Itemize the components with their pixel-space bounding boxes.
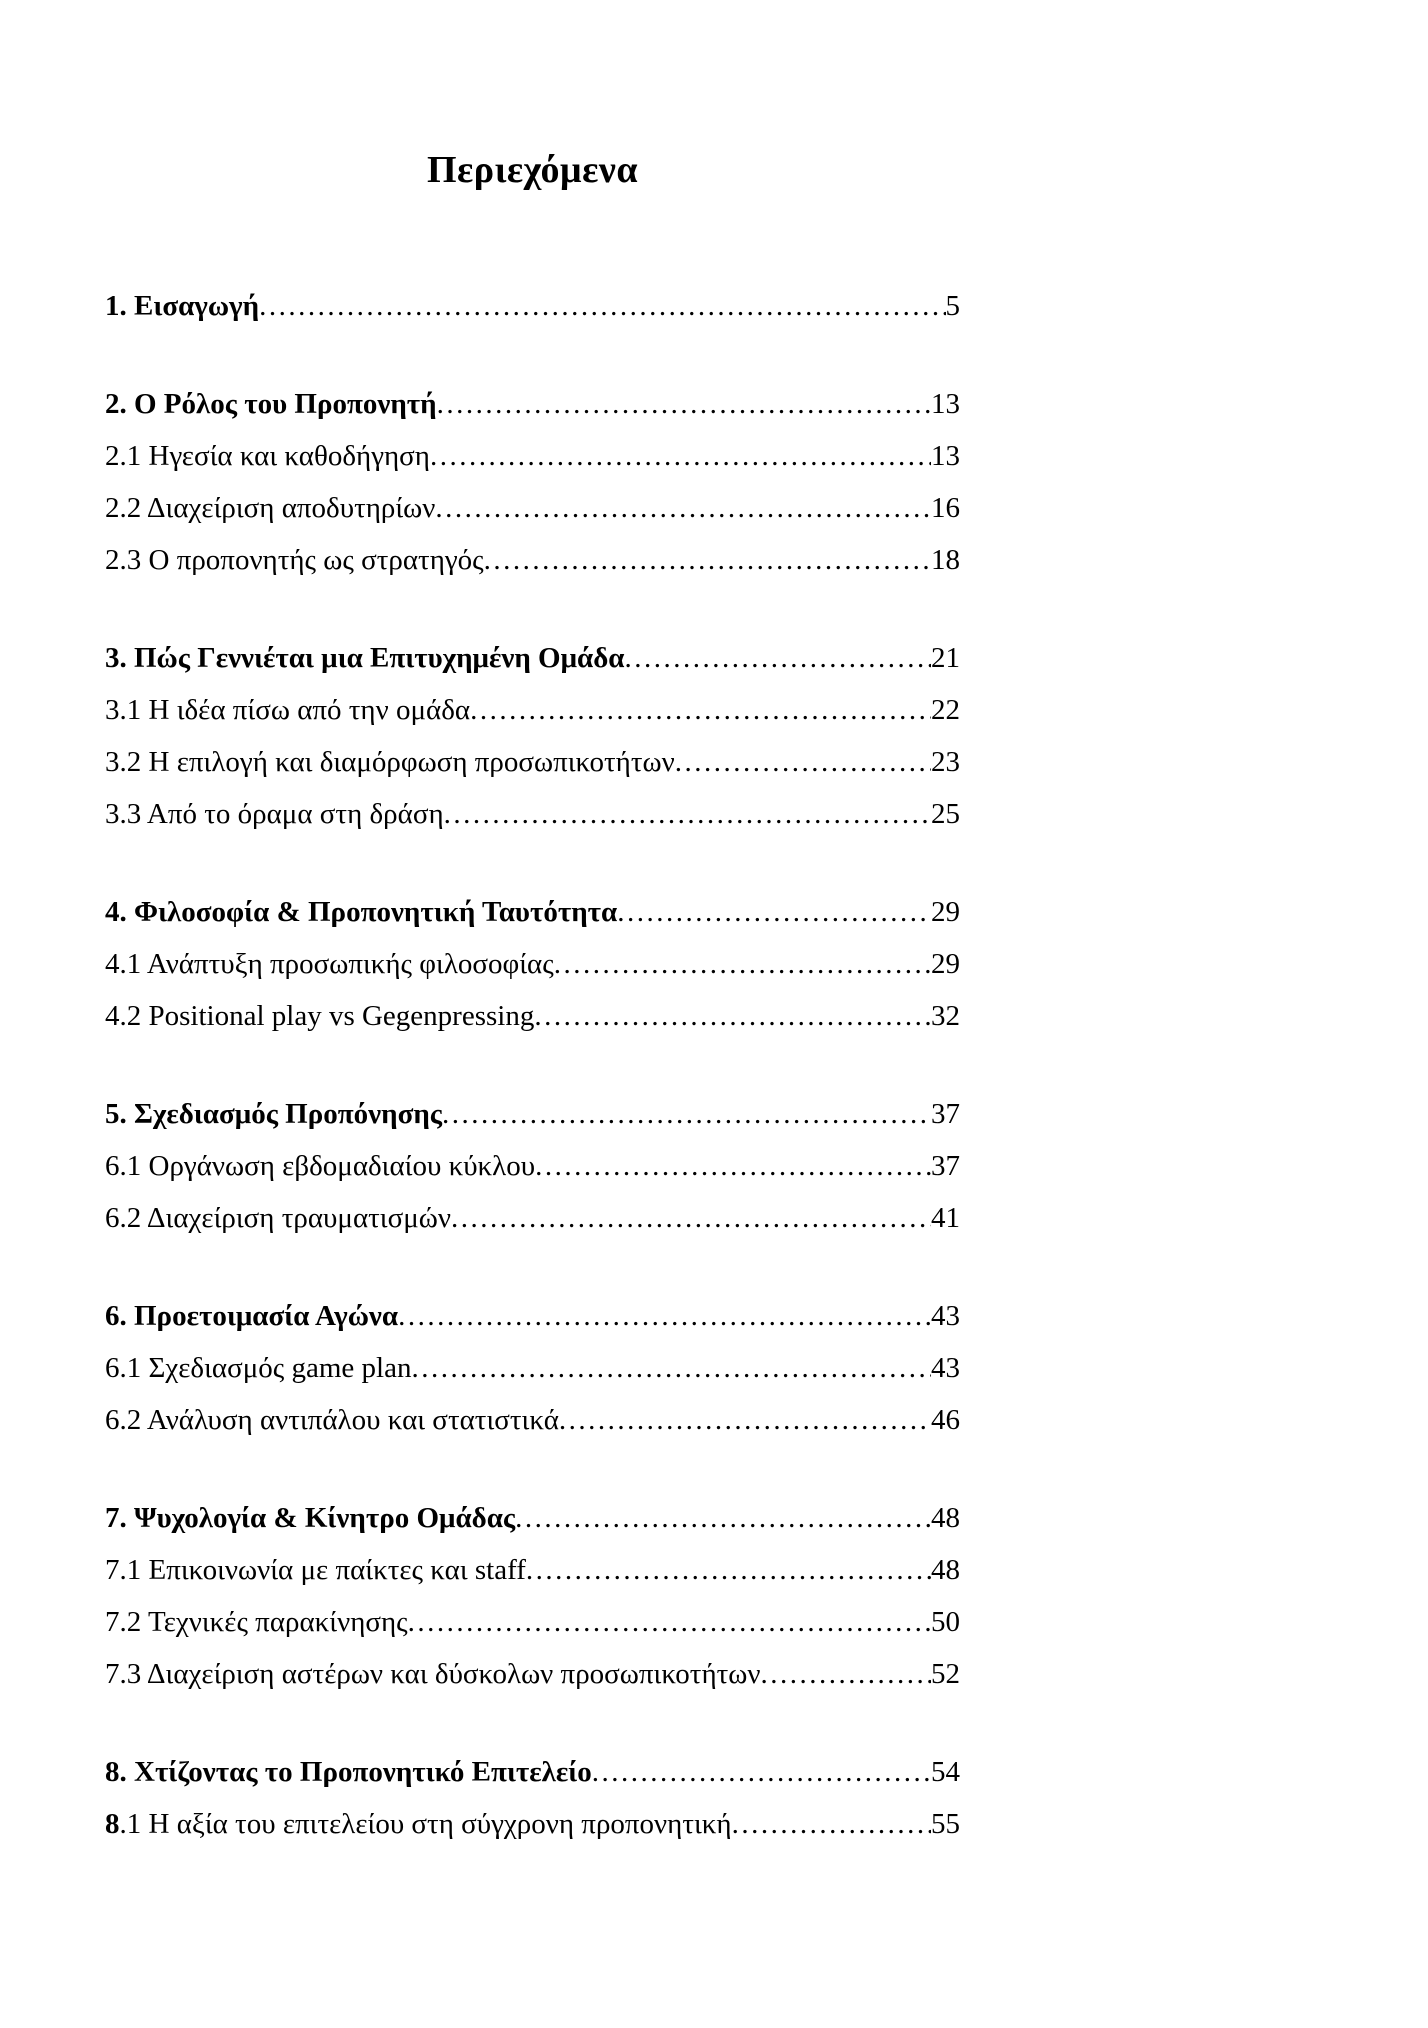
entry-page-number: 25 <box>931 798 960 830</box>
dot-leader <box>592 1746 931 1798</box>
entry-label <box>105 632 624 684</box>
page-title: Περιεχόμενα <box>426 149 639 191</box>
toc-entry <box>105 280 960 332</box>
entry-page-number: 43 <box>931 1352 960 1384</box>
entry-label-text: 7.3 Διαχείριση αστέρων και δύσκολων προσωπικοτήτων <box>105 1658 761 1690</box>
entry-label-text: 3. Πώς Γεννιέται μια Επιτυχημένη Ομάδα <box>105 642 625 674</box>
toc-entry <box>105 1290 960 1342</box>
entry-label-text: 2.1 Ηγεσία και καθοδήγηση <box>105 440 430 472</box>
dot-leader <box>760 1648 931 1700</box>
entry-label-text: 3.3 Από το όραμα στη δράση <box>105 798 444 830</box>
entry-label <box>105 1140 535 1192</box>
dot-leader <box>470 684 931 736</box>
entry-page-number: 37 <box>931 1150 960 1182</box>
toc-entry <box>105 1544 960 1596</box>
toc-entry <box>105 938 960 990</box>
toc-entry <box>105 482 960 534</box>
toc-list <box>105 280 960 1850</box>
dot-leader <box>559 1394 931 1446</box>
toc-entry <box>105 378 960 430</box>
toc-entry <box>105 1342 960 1394</box>
toc-section <box>105 632 960 840</box>
toc-entry <box>105 1492 960 1544</box>
dot-leader <box>430 430 931 482</box>
toc-entry <box>105 788 960 840</box>
entry-label-text: 6.1 Οργάνωση εβδομαδιαίου κύκλου <box>105 1150 536 1182</box>
entry-label-text: 3.2 Η επιλογή και διαμόρφωση προσωπικοτήτων <box>105 746 675 778</box>
entry-page-number: 46 <box>931 1404 960 1436</box>
toc-entry <box>105 684 960 736</box>
dot-leader <box>444 788 931 840</box>
entry-label-text: 7. Ψυχολογία & Κίνητρο Ομάδας <box>105 1502 516 1534</box>
entry-label <box>105 1596 408 1648</box>
dot-leader <box>554 938 931 990</box>
entry-label <box>105 1088 442 1140</box>
entry-label-text: 5. Σχεδιασμός Προπόνησης <box>105 1098 443 1130</box>
dot-leader <box>732 1798 931 1850</box>
entry-page-number: 55 <box>931 1808 960 1840</box>
dot-leader <box>442 1088 931 1140</box>
toc-entry <box>105 736 960 788</box>
toc-entry <box>105 1798 960 1850</box>
entry-page-number: 48 <box>931 1502 960 1534</box>
toc-section <box>105 1290 960 1446</box>
entry-label <box>105 1342 411 1394</box>
entry-label <box>105 1798 732 1850</box>
toc-entry <box>105 1140 960 1192</box>
toc-entry <box>105 534 960 586</box>
entry-page-number: 21 <box>931 642 960 674</box>
dot-leader <box>411 1342 931 1394</box>
entry-label <box>105 1192 451 1244</box>
entry-label-text: 7.2 Τεχνικές παρακίνησης <box>105 1606 408 1638</box>
toc-section <box>105 1746 960 1850</box>
toc-section <box>105 280 960 332</box>
entry-label <box>105 482 435 534</box>
entry-label <box>105 1648 760 1700</box>
entry-label-text: 6. Προετοιμασία Αγώνα <box>105 1300 399 1332</box>
entry-page-number: 52 <box>931 1658 960 1690</box>
entry-label-prefix: 8 <box>105 1808 120 1840</box>
entry-page-number: 29 <box>931 948 960 980</box>
toc-entry <box>105 1192 960 1244</box>
toc-section <box>105 378 960 586</box>
dot-leader <box>398 1290 931 1342</box>
entry-label <box>105 990 534 1042</box>
entry-label <box>105 1492 515 1544</box>
entry-label-text: 4.2 Positional play vs Gegenpressing <box>105 1000 535 1032</box>
toc-entry <box>105 1746 960 1798</box>
entry-label <box>105 1290 398 1342</box>
entry-label-text: 4. Φιλοσοφία & Προπονητική Ταυτότητα <box>105 896 618 928</box>
entry-page-number: 37 <box>931 1098 960 1130</box>
entry-page-number: 41 <box>931 1202 960 1234</box>
dot-leader <box>617 886 931 938</box>
dot-leader <box>408 1596 931 1648</box>
entry-page-number: 5 <box>945 290 960 322</box>
entry-page-number: 50 <box>931 1606 960 1638</box>
dot-leader <box>624 632 931 684</box>
dot-leader <box>259 280 945 332</box>
toc-entry <box>105 990 960 1042</box>
entry-label-text: 6.2 Διαχείριση τραυματισμών <box>105 1202 451 1234</box>
toc-section <box>105 1088 960 1244</box>
entry-label-text: .1 Η αξία του επιτελείου στη σύγχρονη προπονητική <box>119 1808 732 1840</box>
dot-leader <box>534 990 931 1042</box>
dot-leader <box>435 482 931 534</box>
entry-label-text: 6.1 Σχεδιασμός game plan <box>105 1352 412 1384</box>
toc-entry <box>105 1596 960 1648</box>
entry-page-number: 32 <box>931 1000 960 1032</box>
entry-page-number: 18 <box>931 544 960 576</box>
entry-label <box>105 736 675 788</box>
entry-page-number: 43 <box>931 1300 960 1332</box>
entry-label-text: 2. Ο Ρόλος του Προπονητή <box>105 388 437 420</box>
entry-label <box>105 1394 559 1446</box>
toc-entry <box>105 1394 960 1446</box>
entry-label <box>105 788 444 840</box>
entry-label-text: 8. Χτίζοντας το Προπονητικό Επιτελείο <box>105 1756 592 1788</box>
toc-entry <box>105 1088 960 1140</box>
dot-leader <box>484 534 931 586</box>
dot-leader <box>451 1192 931 1244</box>
dot-leader <box>515 1492 931 1544</box>
entry-page-number: 48 <box>931 1554 960 1586</box>
dot-leader <box>675 736 931 788</box>
entry-page-number: 29 <box>931 896 960 928</box>
entry-label-text: 6.2 Ανάλυση αντιπάλου και στατιστικά <box>105 1404 559 1436</box>
entry-label <box>105 1746 592 1798</box>
toc-section <box>105 1492 960 1700</box>
entry-page-number: 23 <box>931 746 960 778</box>
entry-label-text: 1. Εισαγωγή <box>105 290 260 322</box>
entry-label-text: 3.1 Η ιδέα πίσω από την ομάδα <box>105 694 471 726</box>
entry-page-number: 13 <box>931 388 960 420</box>
toc-entry <box>105 1648 960 1700</box>
dot-leader <box>535 1140 931 1192</box>
entry-label-text: 2.3 Ο προπονητής ως στρατηγός <box>105 544 484 576</box>
entry-label <box>105 430 430 482</box>
toc-entry <box>105 632 960 684</box>
entry-label-text: 4.1 Ανάπτυξη προσωπικής φιλοσοφίας <box>105 948 554 980</box>
entry-page-number: 16 <box>931 492 960 524</box>
entry-label <box>105 534 484 586</box>
entry-page-number: 54 <box>931 1756 960 1788</box>
dot-leader <box>526 1544 931 1596</box>
entry-label-text: 2.2 Διαχείριση αποδυτηρίων <box>105 492 436 524</box>
toc-entry <box>105 430 960 482</box>
dot-leader <box>437 378 931 430</box>
toc-section <box>105 886 960 1042</box>
entry-label <box>105 684 470 736</box>
toc-entry <box>105 886 960 938</box>
entry-label <box>105 280 259 332</box>
entry-label <box>105 378 437 430</box>
entry-label-text: 7.1 Επικοινωνία με παίκτες και staff <box>105 1554 526 1586</box>
entry-label <box>105 938 554 990</box>
entry-label <box>105 886 617 938</box>
entry-page-number: 13 <box>931 440 960 472</box>
entry-label <box>105 1544 526 1596</box>
entry-page-number: 22 <box>931 694 960 726</box>
